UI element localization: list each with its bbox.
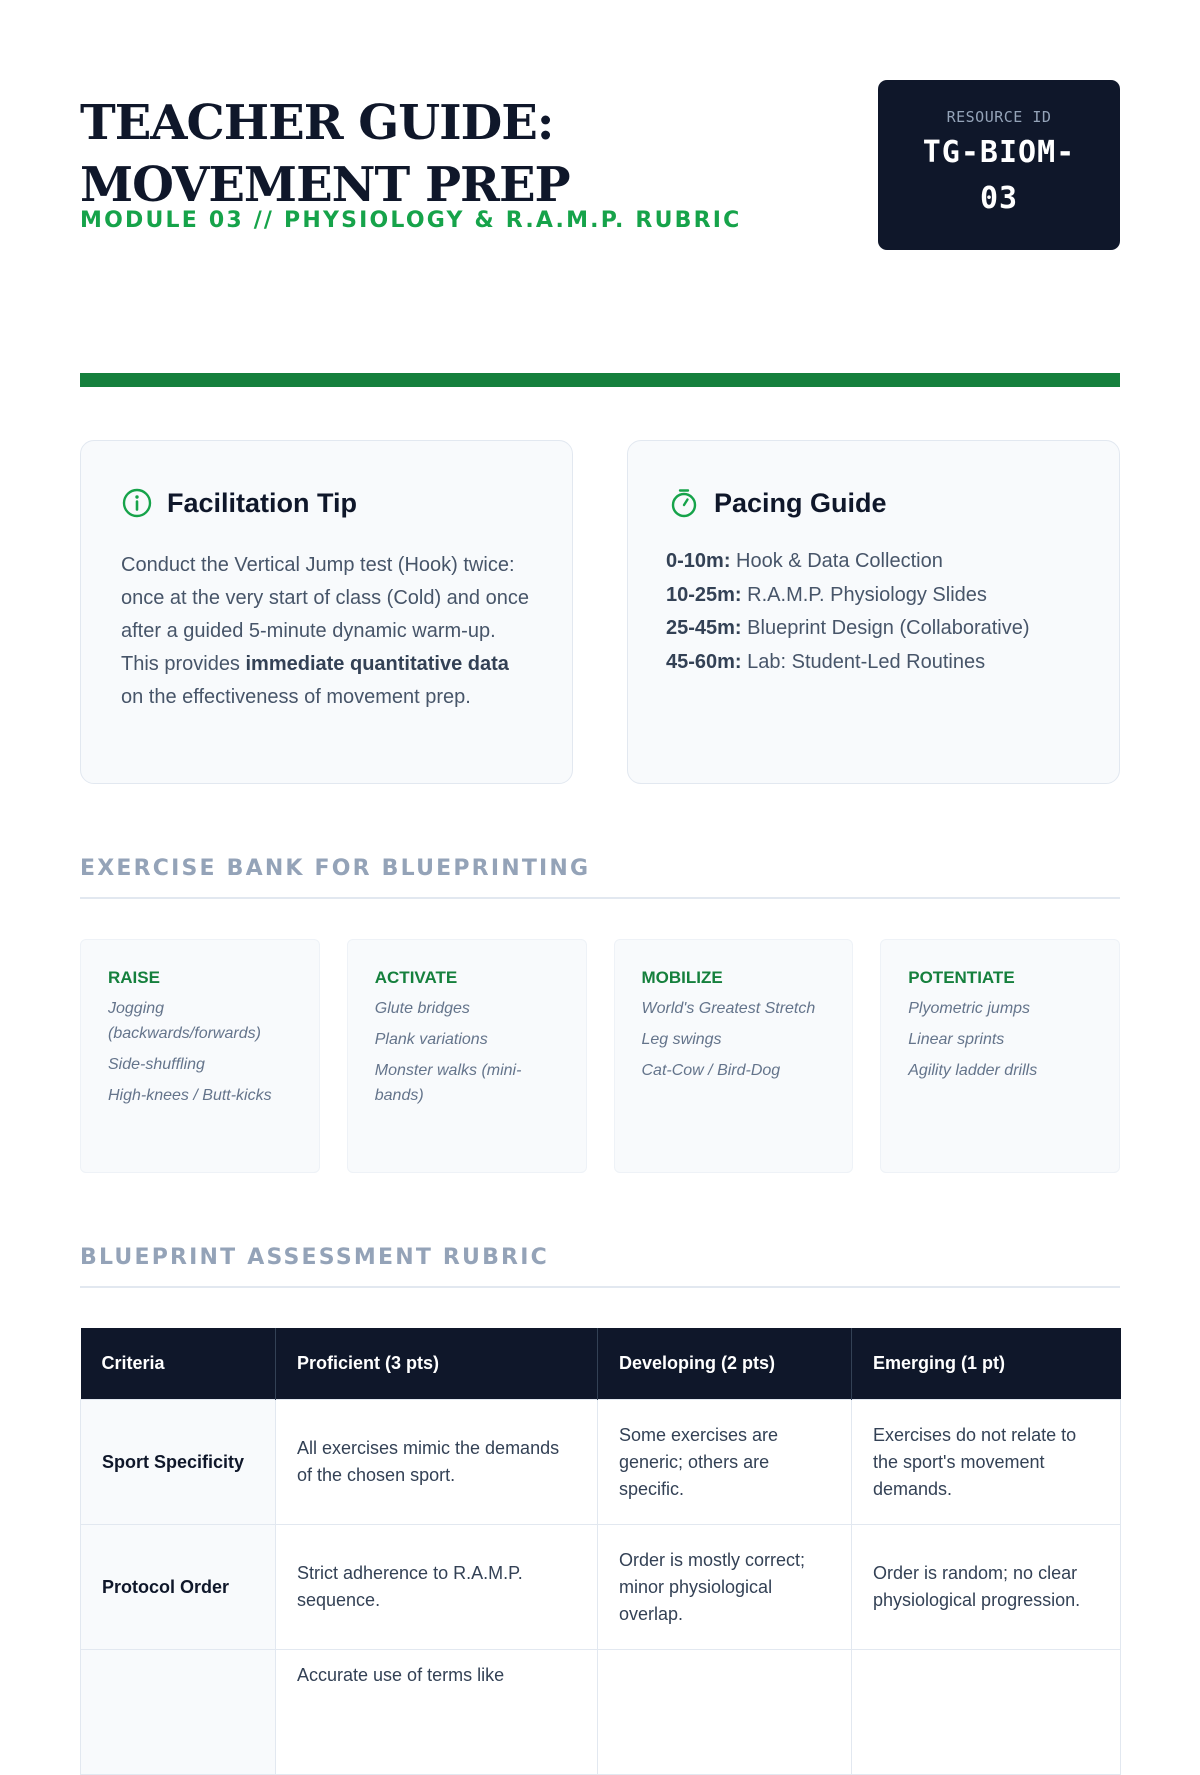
rubric-cell: Some exercises are generic; others are specific. — [598, 1400, 852, 1525]
pacing-item — [666, 612, 1079, 646]
exercise-bank-heading: EXERCISE BANK FOR BLUEPRINTING — [80, 856, 1120, 899]
rubric-header-cell: Proficient (3 pts) — [276, 1328, 598, 1400]
rubric-row — [81, 1650, 1121, 1775]
pacing-activity: Lab: Student-Led Routines — [747, 650, 986, 673]
exercise-item: Plyometric jumps — [908, 1000, 1031, 1017]
rubric-criteria-cell: Sport Specificity — [81, 1400, 276, 1525]
info-cards — [80, 440, 1120, 784]
pacing-item — [666, 545, 1079, 579]
facilitation-tip-emphasis: immediate quantitative data — [245, 653, 509, 675]
facilitation-tip-header — [121, 485, 532, 521]
pacing-activity: Blueprint Design (Collaborative) — [747, 617, 1030, 639]
stopwatch-icon — [668, 487, 700, 519]
exercise-column-potentiate — [880, 939, 1120, 1173]
pacing-guide-card — [627, 440, 1120, 784]
exercise-item: Jogging (backwards/forwards) — [108, 1000, 261, 1042]
rubric-criteria-cell: Protocol Order — [81, 1525, 276, 1650]
rubric-criteria-cell — [81, 1650, 276, 1775]
rubric-row — [81, 1525, 1121, 1650]
exercise-column-title: ACTIVATE — [374, 968, 458, 987]
resource-id-value: TG-BIOM-03 — [922, 135, 1076, 216]
pacing-time: 25-45m: — [666, 617, 742, 639]
rubric-header-cell: Emerging (1 pt) — [852, 1328, 1121, 1400]
exercise-column-activate — [347, 939, 587, 1173]
pacing-guide-title: Pacing Guide — [714, 487, 887, 518]
rubric-cell: Accurate use of terms like — [276, 1650, 598, 1775]
rubric-row — [81, 1400, 1121, 1525]
exercise-item: World's Greatest Stretch — [641, 1000, 816, 1017]
exercise-item: High-knees / Butt-kicks — [108, 1087, 272, 1104]
rubric-cell: Order is random; no clear physiological progression. — [852, 1525, 1121, 1650]
exercise-item: Side-shuffling — [108, 1056, 205, 1073]
facilitation-tip-card — [80, 440, 573, 784]
pacing-list — [666, 545, 1079, 679]
exercise-bank — [80, 939, 1120, 1173]
rubric-cell: Exercises do not relate to the sport's movement demands. — [852, 1400, 1121, 1525]
rubric-heading: BLUEPRINT ASSESSMENT RUBRIC — [80, 1245, 1120, 1288]
rubric-header-row — [81, 1328, 1121, 1400]
pacing-time: 10-25m: — [666, 583, 742, 606]
rubric-cell: Strict adherence to R.A.M.P. sequence. — [276, 1525, 598, 1650]
facilitation-tip-text-part: Conduct the Vertical Jump test (Hook) twice: once at the very start of class (Cold) and once after a guided 5-minute dynamic warm-up. This provides — [121, 554, 529, 675]
pacing-item — [666, 579, 1079, 613]
facilitation-tip-text-part: on the effectiveness of movement prep. — [121, 686, 471, 708]
info-icon — [121, 487, 153, 519]
pacing-time: 0-10m: — [666, 550, 731, 572]
pacing-time: 45-60m: — [666, 650, 742, 673]
exercise-column-title: RAISE — [108, 968, 160, 987]
rubric-header-cell: Criteria — [81, 1328, 276, 1400]
page-subtitle: MODULE 03 // PHYSIOLOGY & R.A.M.P. RUBRIC — [80, 208, 742, 233]
rubric-header-cell: Developing (2 pts) — [598, 1328, 852, 1400]
rubric-cell — [598, 1650, 852, 1775]
header-divider — [80, 373, 1120, 387]
facilitation-tip-text — [121, 549, 532, 714]
pacing-item — [666, 646, 1079, 680]
rubric-cell: All exercises mimic the demands of the chosen sport. — [276, 1400, 598, 1525]
pacing-activity: Hook & Data Collection — [736, 550, 943, 572]
resource-id-badge — [878, 80, 1120, 250]
page-title: TEACHER GUIDE: MOVEMENT PREP — [80, 95, 570, 213]
facilitation-tip-title: Facilitation Tip — [167, 487, 358, 518]
rubric-table — [80, 1328, 1121, 1775]
header — [80, 80, 1120, 270]
exercise-item: Linear sprints — [908, 1031, 1005, 1048]
rubric-cell — [852, 1650, 1121, 1775]
exercise-item: Cat-Cow / Bird-Dog — [641, 1062, 781, 1079]
rubric-cell: Order is mostly correct; minor physiological overlap. — [598, 1525, 852, 1650]
exercise-column-mobilize — [614, 939, 854, 1173]
exercise-item: Glute bridges — [374, 1000, 470, 1017]
exercise-item: Plank variations — [374, 1031, 488, 1048]
pacing-activity: R.A.M.P. Physiology Slides — [747, 583, 987, 606]
exercise-item: Monster walks (mini-bands) — [374, 1062, 522, 1104]
exercise-column-raise — [80, 939, 320, 1173]
resource-id-label: RESOURCE ID — [946, 108, 1052, 126]
exercise-item: Agility ladder drills — [908, 1062, 1038, 1079]
exercise-column-title: POTENTIATE — [908, 968, 1015, 987]
exercise-column-title: MOBILIZE — [641, 968, 723, 987]
exercise-item: Leg swings — [641, 1031, 722, 1048]
pacing-guide-header — [668, 485, 1079, 521]
